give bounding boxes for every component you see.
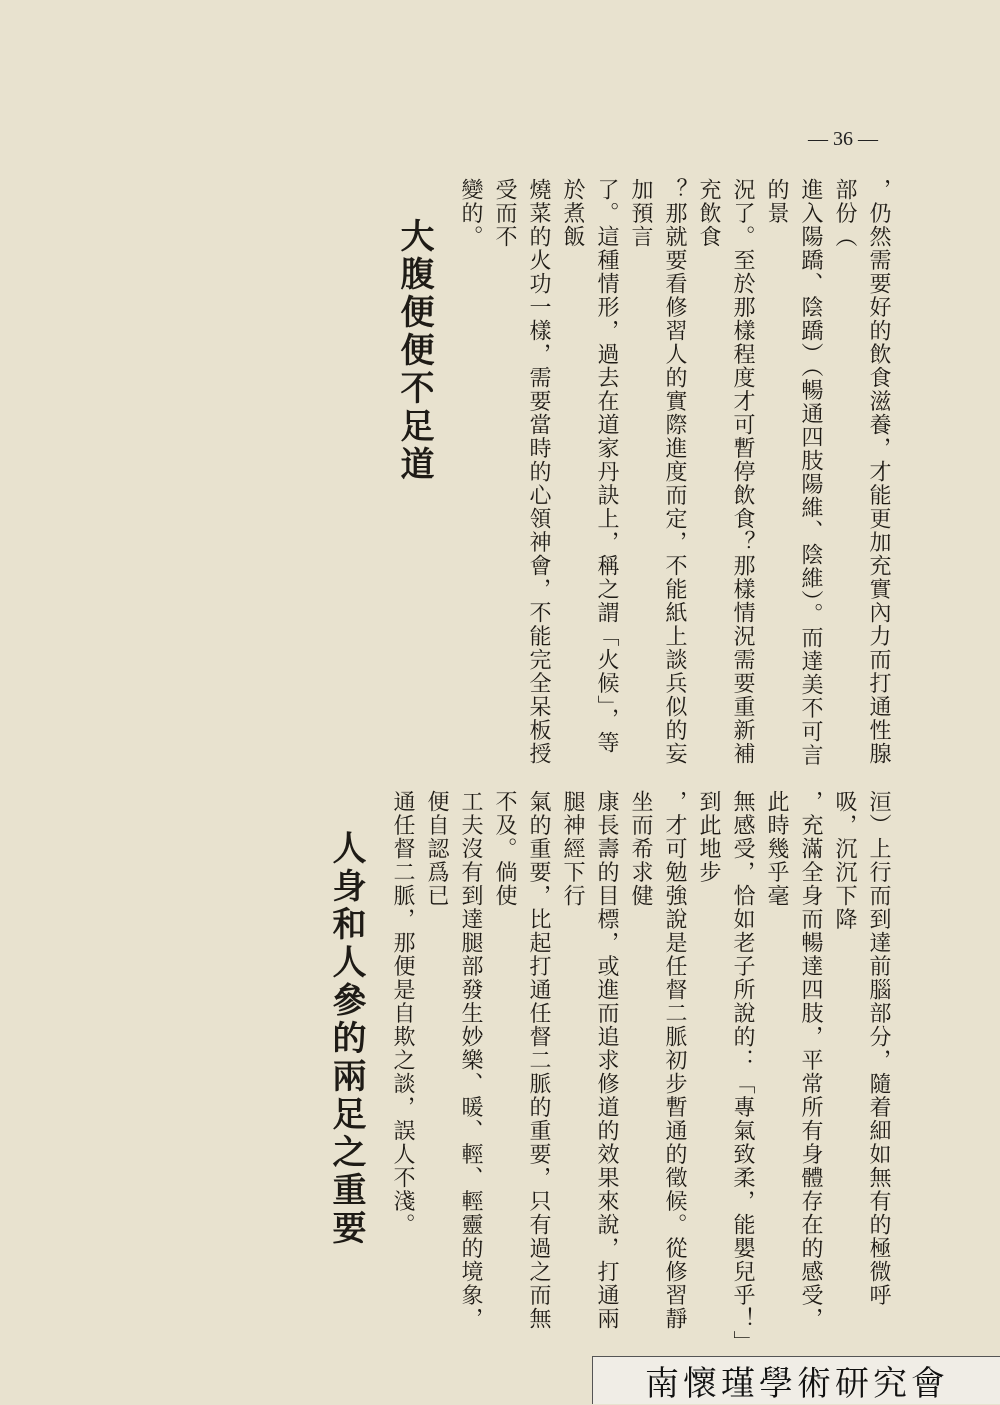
page-number: — 36 — [808, 128, 878, 150]
heading-two-feet: 人身和人參的兩足之重要 [326, 830, 366, 1248]
heading-big-belly: 大腹便便不足道 [394, 218, 434, 484]
bottom-right-text: 洹）上行而到達前腦部分，隨着細如無有的極微呼吸，沉沉下降 ，充滿全身而暢達四肢，平常所有身體存在的感受，此時幾乎毫 無感受，恰如老子所說的：「專氣致柔，能嬰兒乎！」到此地步 ，才可勉強說是任督二脈初步暫通的徵候。從修習靜坐而希求健 康長壽的目標，或進而追求修道的效果來說，打通兩腿神經下行 氣的重要，比起打通任督二脈的重要，只有過之而無不及。倘使 工夫沒有到達腿部發生妙樂、暖、輕、輕靈的境象，便自認爲已 通任督二脈，那便是自欺之談，誤人不淺。 [390, 790, 891, 1343]
bottom-section [95, 790, 895, 1350]
top-section [95, 178, 895, 768]
watermark-stamp [592, 1356, 1000, 1404]
watermark-text: 南懷瑾學術研究會 [645, 1364, 949, 1404]
top-right-text: ，仍然需要好的飲食滋養，才能更加充實內力而打通性腺部份（ 進入陽蹻、陰蹻）（暢通四肢陽維、陰維）。而達美不可言的景 況了。至於那樣程度才可暫停飲食？那樣情況需要重新補充飲食 ？那就要看修習人的實際進度而定，不能紙上談兵似的妄加預言 了。這種情形，過去在道家丹訣上，稱之謂「火候」，等於煮飯 燒菜的火功一樣，需要當時的心領神會，不能完全呆板授受而不 變的。 [458, 178, 891, 767]
